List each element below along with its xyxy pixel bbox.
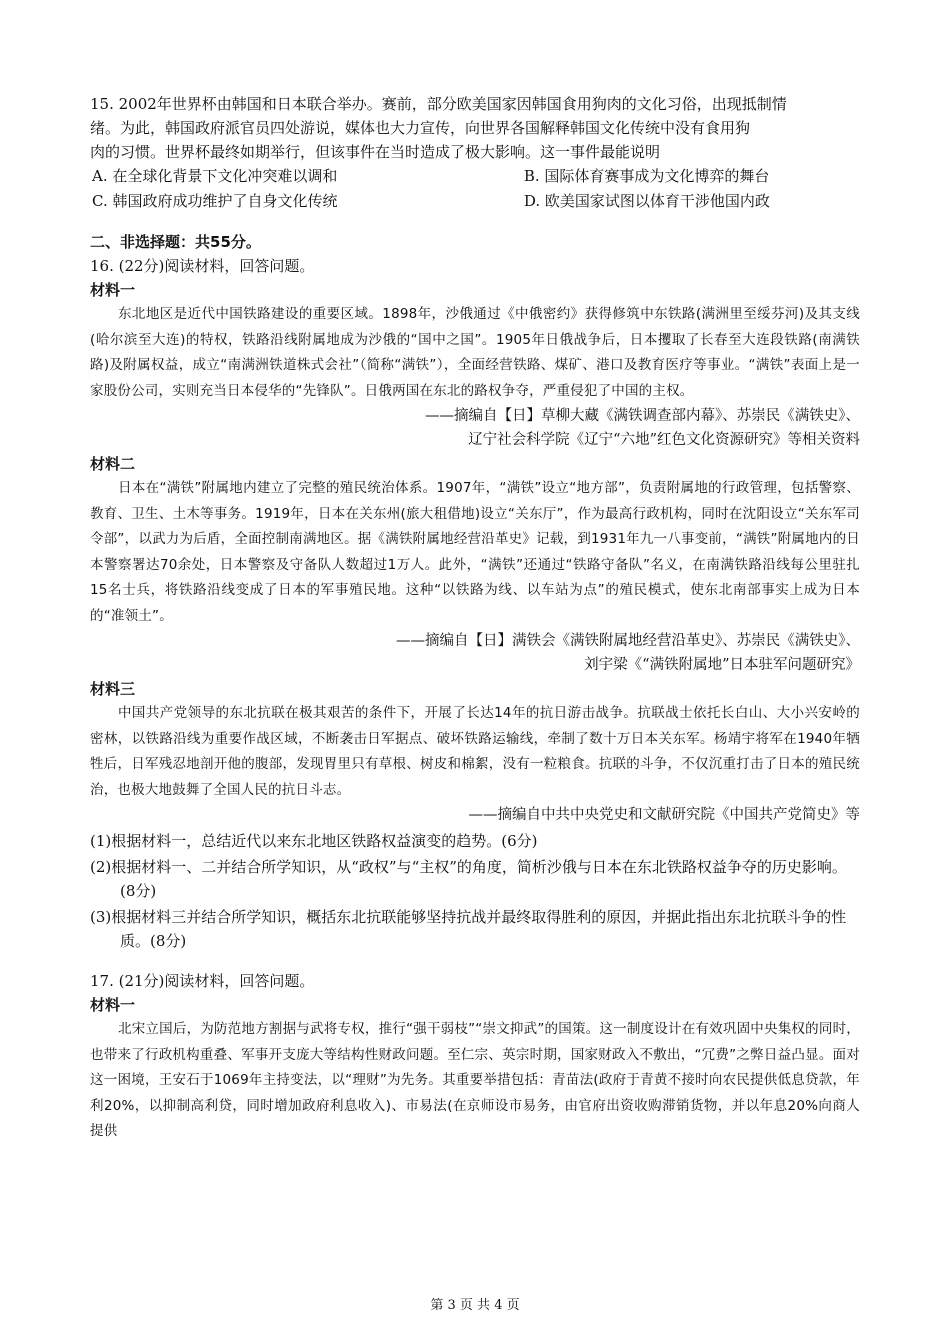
q15-options-row xyxy=(90,189,860,214)
q15-stem-line: 绪。为此，韩国政府派官员四处游说，媒体也大力宣传，向世界各国解释韩国文化传统中没有食用狗 xyxy=(90,119,751,137)
q16-material-1-source: ——摘编自【日】草柳大藏《满铁调查部内幕》、苏崇民《满铁史》、 xyxy=(425,408,860,424)
q16-header: 16. (22分)阅读材料，回答问题。 xyxy=(90,257,315,275)
question-15 xyxy=(90,92,860,214)
q15-stem-line: 肉的习惯。世界杯最终如期举行，但该事件在当时造成了极大影响。这一事件最能说明 xyxy=(90,143,661,161)
q16-material-2-source: ——摘编自【日】满铁会《满铁附属地经营沿革史》、苏崇民《满铁史》、 xyxy=(396,633,860,649)
exam-page xyxy=(90,92,860,1145)
q15-option-d: D. 欧美国家试图以体育干涉他国内政 xyxy=(523,192,770,210)
q16-material-1-title: 材料一 xyxy=(90,281,136,299)
q16-subquestion-3: (3)根据材料三并结合所学知识，概括东北抗联能够坚持抗战并最终取得胜利的原因，并据此指出东北抗联斗争的性质。(8分) xyxy=(90,908,847,950)
q16-material-3-title: 材料三 xyxy=(90,680,136,698)
q16-subquestion-1: (1)根据材料一，总结近代以来东北地区铁路权益演变的趋势。(6分) xyxy=(90,832,538,850)
q17-header: 17. (21分)阅读材料，回答问题。 xyxy=(90,972,315,990)
q16-material-1-text: 东北地区是近代中国铁路建设的重要区域。1898年，沙俄通过《中俄密约》获得修筑中东铁路(满洲里至绥芬河)及其支线(哈尔滨至大连)的特权，铁路沿线附属地成为沙俄的“国中之国”。1905年日俄战争后，日本攫取了长春至大连段铁路(南满铁路)及附属权益，成立“南满洲铁道株式会社”（简称“满铁”），全面经营铁路、煤矿、港口及教育医疗等事业。“满铁”表面上是一家股份公司，实则充当日本侵华的“先锋队”。日俄两国在东北的路权争夺，严重侵犯了中国的主权。 xyxy=(90,306,860,399)
q15-option-a: A. 在全球化背景下文化冲突难以调和 xyxy=(92,167,338,185)
q15-option-c: C. 韩国政府成功维护了自身文化传统 xyxy=(92,192,338,210)
q16-subquestion-2: (2)根据材料一、二并结合所学知识，从“政权”与“主权”的角度，简析沙俄与日本在东北铁路权益争夺的历史影响。(8分) xyxy=(90,858,847,900)
q16-material-1-body xyxy=(90,302,860,404)
q15-stem-line: 15. 2002年世界杯由韩国和日本联合举办。赛前，部分欧美国家因韩国食用狗肉的文化习俗，出现抵制情 xyxy=(90,95,787,113)
q16-material-2-body xyxy=(90,476,860,629)
q16-material-2-text: 日本在“满铁”附属地内建立了完整的殖民统治体系。1907年，“满铁”设立“地方部”，负责附属地的行政管理，包括警察、教育、卫生、土木等事务。1919年，日本在关东州(旅大租借地)设立“关东厅”，作为最高行政机构，同时在沈阳设立“关东军司令部”，以武力为后盾，全面控制南满地区。据《满铁附属地经营沿革史》记载，到1931年九一八事变前，“满铁”附属地内的日本警察署达70余处，日本警察及守备队人数超过1万人。此外，“满铁”还通过“铁路守备队”名义，在南满铁路沿线每公里驻扎15名士兵，将铁路沿线变成了日本的军事殖民地。这种“以铁路为线、以车站为点”的殖民模式，使东北南部事实上成为日本的“准领土”。 xyxy=(90,480,860,624)
section-2-title: 二、非选择题：共55分。 xyxy=(90,233,261,251)
q16-material-3-text: 中国共产党领导的东北抗联在极其艰苦的条件下，开展了长达14年的抗日游击战争。抗联战士依托长白山、大小兴安岭的密林，以铁路沿线为重要作战区域，不断袭击日军据点、破坏铁路运输线，牵制了数十万日本关东军。杨靖宇将军在1940年牺牲后，日军残忍地剖开他的腹部，发现胃里只有草根、树皮和棉絮，没有一粒粮食。抗联的斗争，不仅沉重打击了日本的殖民统治，也极大地鼓舞了全国人民的抗日斗志。 xyxy=(90,705,860,798)
q17-material-1-body xyxy=(90,1017,860,1145)
question-17 xyxy=(90,969,860,1145)
q17-material-1-text: 北宋立国后，为防范地方割据与武将专权，推行“强干弱枝”“崇文抑武”的国策。这一制度设计在有效巩固中央集权的同时，也带来了行政机构重叠、军事开支庞大等结构性财政问题。至仁宗、英宗时期，国家财政入不敷出，“冗费”之弊日益凸显。面对这一困境，王安石于1069年主持变法，以“理财”为先务。其重要举措包括：青苗法(政府于青黄不接时向农民提供低息贷款，年利20%，以抑制高利贷，同时增加政府利息收入)、市易法(在京师设市易务，由官府出资收购滞销货物，并以年息20%向商人提供 xyxy=(90,1021,860,1139)
q15-options-row xyxy=(90,164,860,189)
page-footer: 第 3 页 共 4 页 xyxy=(430,1298,520,1313)
q16-material-1-source: 辽宁社会科学院《辽宁“六地”红色文化资源研究》等相关资料 xyxy=(468,432,860,448)
q16-material-3-source: ——摘编自中共中央党史和文献研究院《中国共产党简史》等 xyxy=(468,807,860,823)
q16-material-2-title: 材料二 xyxy=(90,455,136,473)
question-16 xyxy=(90,254,860,953)
q16-material-3-body xyxy=(90,701,860,803)
q15-option-b: B. 国际体育赛事成为文化博弈的舞台 xyxy=(523,167,770,185)
q17-material-1-title: 材料一 xyxy=(90,996,136,1014)
q16-material-2-source: 刘宇梁《“满铁附属地”日本驻军问题研究》 xyxy=(584,657,860,673)
